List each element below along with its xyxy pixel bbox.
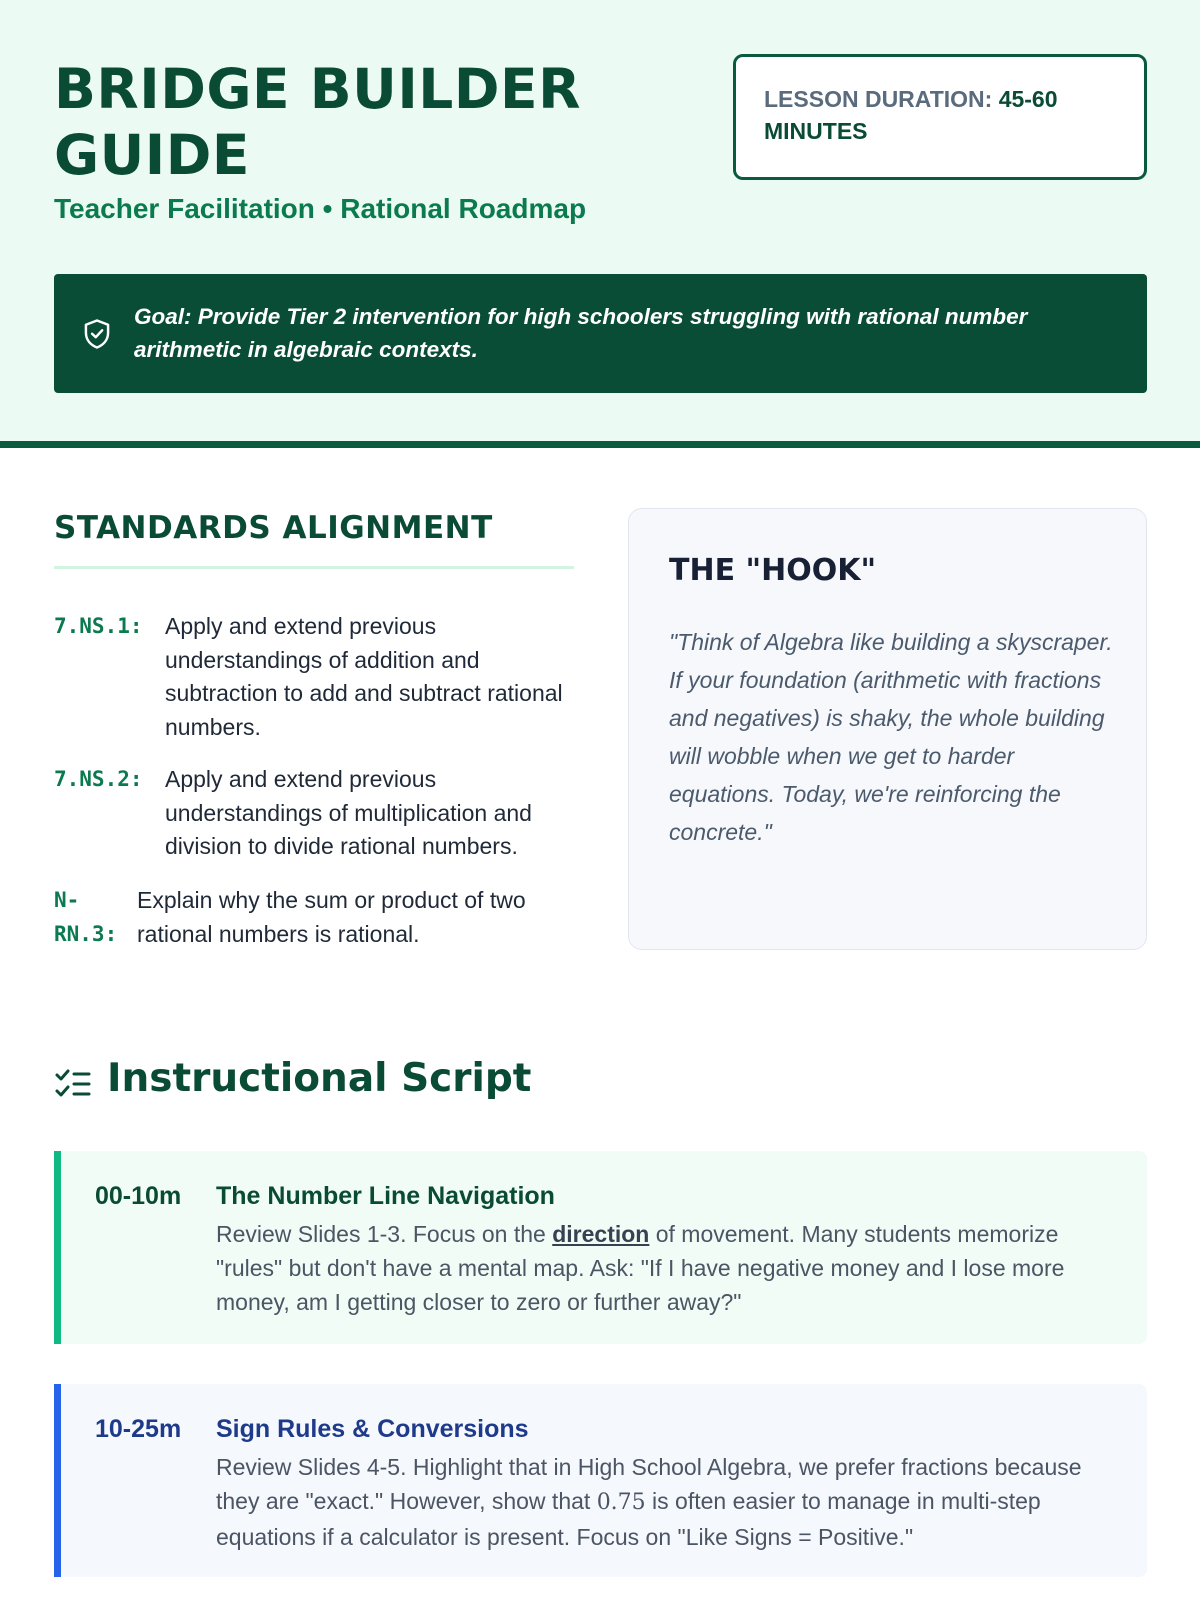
duration-label: LESSON DURATION: <box>764 86 993 112</box>
standard-code-line-2: RN.3: <box>54 921 118 946</box>
step-body-text: of movement. Many students memorize "rules" but don't have a mental map. Ask: "If I have negative money and I lose more money, am I getting closer to zero or further away?" <box>216 1221 1065 1315</box>
step-time: 00-10m <box>95 1182 182 1210</box>
title-line-1: BRIDGE BUILDER <box>54 57 581 121</box>
standard-description: Apply and extend previous understandings of addition and subtraction to add and subtract rational numbers. <box>165 613 563 740</box>
hook-quote: "Think of Algebra like building a skyscraper. If your foundation (arithmetic with fractions and negatives) is shaky, the whole building will wobble when we get to harder equations. Today, we're reinforcing the concrete." <box>669 629 1113 845</box>
script-heading: Instructional Script <box>107 1056 532 1101</box>
standard-code-line-1: N- <box>54 888 80 912</box>
lesson-duration-box <box>733 54 1147 180</box>
standard-code: 7.NS.1: <box>54 614 143 638</box>
standard-code <box>54 884 117 951</box>
step-body-text: Review Slides 4-5. Highlight that in High School Algebra, we prefer fractions because they are "exact." However, show that <box>216 1454 1082 1514</box>
standard-description: Apply and extend previous understandings of multiplication and division to divide rational numbers. <box>165 766 532 859</box>
page-title <box>54 56 694 188</box>
duration-unit: MINUTES <box>764 118 868 144</box>
step-body-emphasis: direction <box>552 1221 650 1247</box>
duration-value: 45-60 <box>998 86 1058 112</box>
step-body-text: is often easier to manage in multi-step equations if a calculator is present. Focus on "Like Signs = Positive." <box>216 1488 1041 1550</box>
hook-title: THE "HOOK" <box>669 553 877 588</box>
standards-heading: STANDARDS ALIGNMENT <box>54 510 493 546</box>
checklist-icon <box>54 1066 92 1102</box>
step-body-number: 0.75 <box>596 1490 646 1515</box>
hook-card <box>628 508 1147 950</box>
step-body <box>216 1217 1096 1319</box>
step-title: Sign Rules & Conversions <box>216 1415 529 1443</box>
script-step <box>54 1384 1147 1577</box>
goal-banner <box>54 274 1147 393</box>
step-time: 10-25m <box>95 1415 182 1443</box>
script-step <box>54 1151 1147 1344</box>
standard-description: Explain why the sum or product of two rational numbers is rational. <box>137 887 526 947</box>
goal-text: Goal: Provide Tier 2 intervention for high schoolers struggling with rational number arithmetic in algebraic contexts. <box>134 304 1028 362</box>
step-body-text: Review Slides 1-3. Focus on the <box>216 1221 553 1247</box>
shield-check-icon <box>82 318 112 350</box>
standard-code: 7.NS.2: <box>54 767 143 791</box>
standards-divider <box>54 566 574 569</box>
step-title: The Number Line Navigation <box>216 1182 555 1210</box>
step-body <box>216 1450 1096 1554</box>
header-banner <box>0 0 1200 448</box>
page-subtitle: Teacher Facilitation • Rational Roadmap <box>54 193 587 224</box>
title-line-2: GUIDE <box>54 123 250 187</box>
